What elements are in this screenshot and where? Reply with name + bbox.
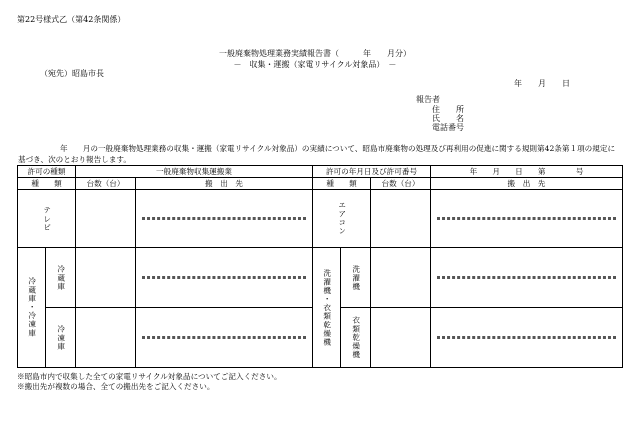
item-washer-group: 洗濯機・衣類乾燥機 [313,248,341,368]
form-title: 一般廃棄物処理業務実績報告書（ 年 月分） [219,49,411,58]
item-fridge: 冷蔵庫 [46,248,76,308]
reporter-address-label: 住 所 [432,105,464,114]
header-type-right: 種 類 [313,178,371,190]
aircon-count-cell[interactable] [371,190,431,248]
tv-count-cell[interactable] [76,190,136,248]
reporter-phone-label: 電話番号 [432,123,464,132]
form-subtitle: － 収集・運搬（家電リサイクル対象品） － [233,60,397,69]
notes [17,372,282,392]
reporter-label: 報告者 [416,95,440,104]
freezer-count-cell[interactable] [76,308,136,368]
dryer-count-cell[interactable] [371,308,431,368]
freezer-source-cell[interactable] [136,308,313,368]
header-count-left: 台数（台） [76,178,136,190]
washer-source-cell[interactable] [431,248,623,308]
fridge-source-cell[interactable] [136,248,313,308]
header-source-right: 搬 出 先 [431,178,623,190]
body-paragraph: 年 月の一般廃棄物処理業務の収集・運搬（家電リサイクル対象品）の実績について、昭島市廃棄物の処理及び再利用の促進に関する規則第42条第１項の規定に基づき、次のとおり報告します。 [18,144,616,164]
item-washer: 洗濯機 [341,248,371,308]
permit-date-label: 許可の年月日及び許可番号 [313,166,431,178]
note-2: ※搬出先が複数の場合、全ての搬出先をご記入ください。 [17,382,215,391]
item-dryer: 衣類乾燥機 [341,308,371,368]
item-fridge-group: 冷蔵庫・冷凍庫 [18,248,46,368]
reporter-name-label: 氏 名 [432,114,464,123]
item-aircon: エアコン [313,190,371,248]
fridge-count-cell[interactable] [76,248,136,308]
header-source-left: 搬 出 先 [136,178,313,190]
form-number: 第22号様式乙（第42条関係） [17,15,126,24]
washer-count-cell[interactable] [371,248,431,308]
note-1: ※昭島市内で収集した全ての家電リサイクル対象品についてご記入ください。 [17,372,282,381]
tv-source-cell[interactable] [136,190,313,248]
report-table [17,165,623,368]
permit-type-value: 一般廃棄物収集運搬業 [76,166,313,178]
permit-date-value: 年 月 日 第 号 [431,166,623,178]
dryer-source-cell[interactable] [431,308,623,368]
item-tv: テレビ [18,190,76,248]
report-date: 年 月 日 [514,79,570,88]
header-count-right: 台数（台） [371,178,431,190]
addressee: （宛先）昭島市長 [40,69,104,78]
header-type-left: 種 類 [18,178,76,190]
permit-type-label: 許可の種類 [18,166,76,178]
aircon-source-cell[interactable] [431,190,623,248]
item-freezer: 冷凍庫 [46,308,76,368]
